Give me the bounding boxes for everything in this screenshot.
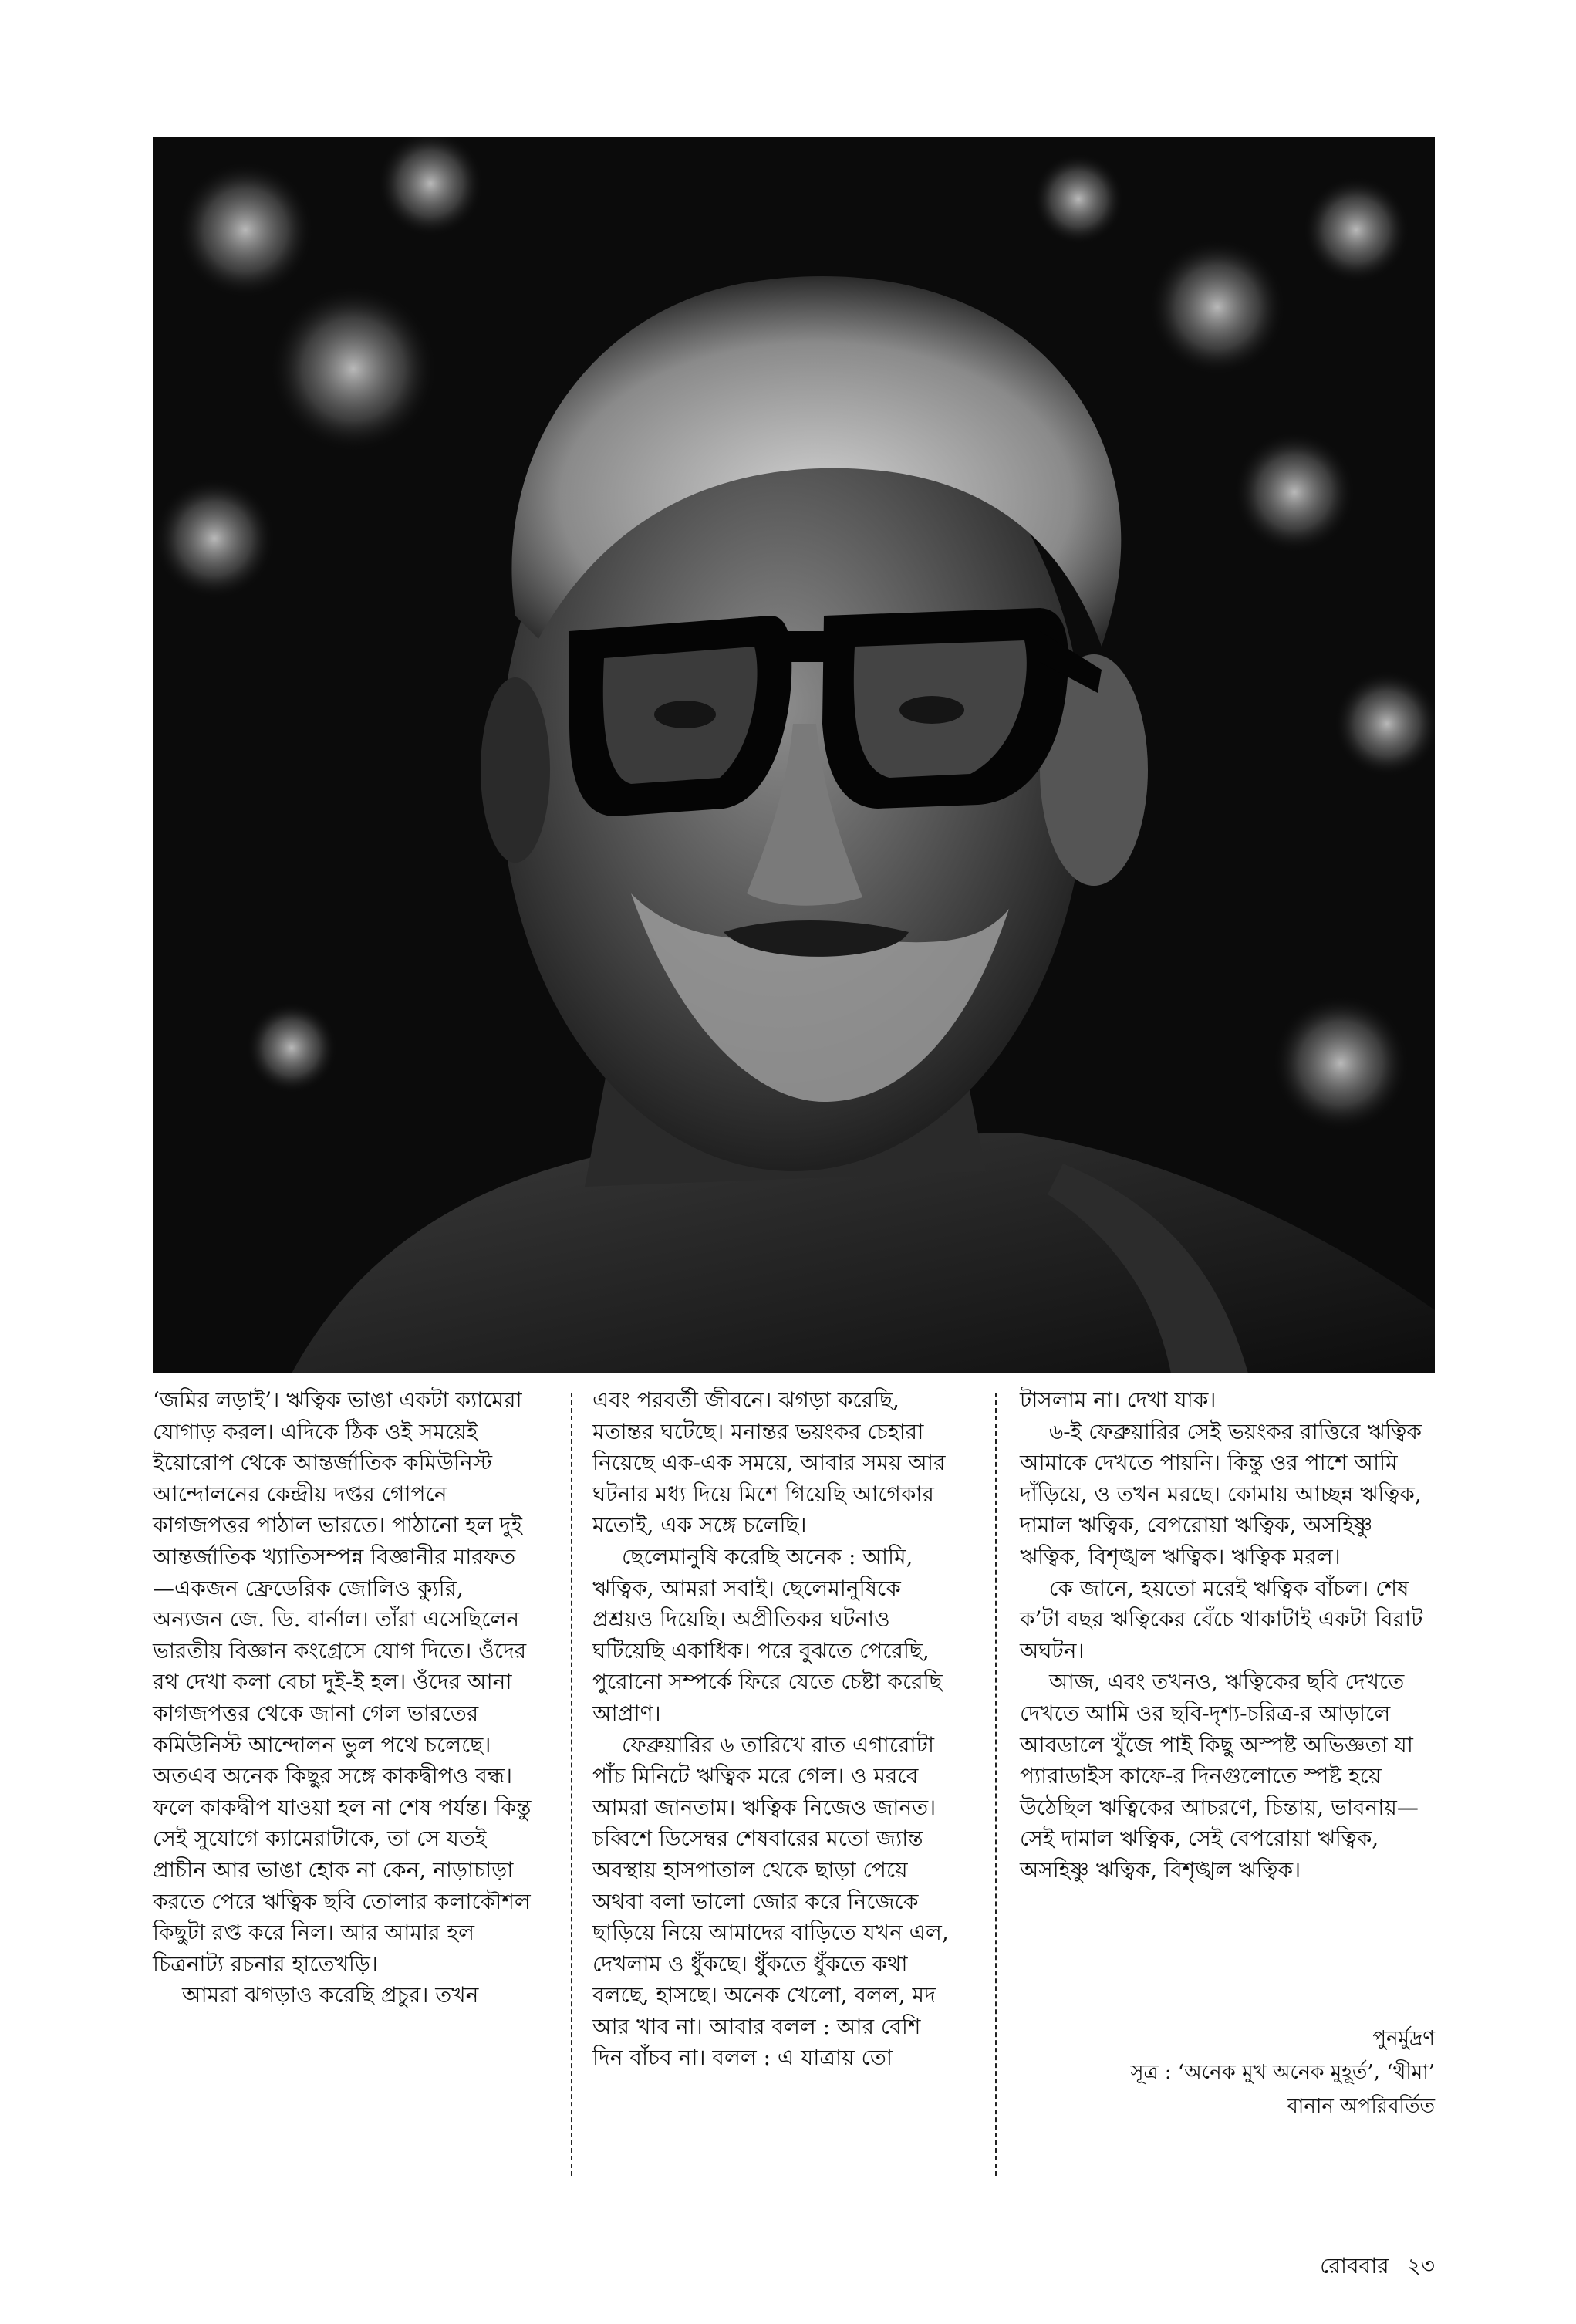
- article-column-2: [592, 1385, 955, 2074]
- paragraph: আমরা ঝগড়াও করেছি প্রচুর। তখন: [182, 1982, 479, 2008]
- reprint-label: পুনর্মুদ্রণ: [1372, 2027, 1435, 2050]
- column-divider: [995, 1393, 997, 2176]
- article-column-1: [153, 1385, 537, 2012]
- paragraph: এবং পরবর্তী জীবনে। ঝগড়া করেছি, মতান্তর ঘটেছে। মনান্তর ভয়ংকর চেহারা নিয়েছে এক-এক সময়ে, আবার সময় আর ঘটনার মধ্য দিয়ে মিশে গিয়েছি আগেকার মতোই, এক সঙ্গে চলেছি।: [592, 1387, 946, 1539]
- portrait-image: [153, 137, 1435, 1373]
- page-number: ২৩: [1406, 2253, 1435, 2278]
- paragraph: টাসলাম না। দেখা যাক।: [1020, 1387, 1217, 1413]
- paragraph: আজ, এবং তখনও, ঋত্বিকের ছবি দেখতে দেখতে আমি ওর ছবি-দৃশ্য-চরিত্র-র আড়ালে আবডালে খুঁজে পাই কিছু অস্পষ্ট অভিজ্ঞতা যা প্যারাডাইস কাফে-র দিনগুলোতে স্পষ্ট হয়ে উঠেছিল ঋত্বিকের আচরণে, চিন্তায়, ভাবনায়—সেই দামাল ঋত্বিক, সেই বেপরোয়া ঋত্বিক, অসহিষ্ণু ঋত্বিক, বিশৃঙ্খল ঋত্বিক।: [1020, 1669, 1419, 1883]
- column-divider: [571, 1393, 572, 2176]
- paragraph: ৬-ই ফেব্রুয়ারির সেই ভয়ংকর রাত্তিরে ঋত্বিক আমাকে দেখতে পায়নি। কিন্তু ওর পাশে আমি দাঁড়িয়ে, ও তখন মরছে। কোমায় আচ্ছন্ন ঋত্বিক, দামাল ঋত্বিক, বেপরোয়া ঋত্বিক, অসহিষ্ণু ঋত্বিক, বিশৃঙ্খল ঋত্বিক। ঋত্বিক মরল।: [1020, 1418, 1422, 1569]
- paragraph: ‘জমির লড়াই’। ঋত্বিক ভাঙা একটা ক্যামেরা যোগাড় করল। এদিকে ঠিক ওই সময়েই ইয়োরোপ থেকে আন্তর্জাতিক কমিউনিস্ট আন্দোলনের কেন্দ্রীয় দপ্তর গোপনে কাগজপত্তর পাঠাল ভারতে। পাঠানো হল দুই আন্তর্জাতিক খ্যাতিসম্পন্ন বিজ্ঞানীর মারফত—একজন ফ্রেডেরিক জোলিও ক্যুরি, অন্যজন জে. ডি. বার্নাল। তাঁরা এসেছিলেন ভারতীয় বিজ্ঞান কংগ্রেসে যোগ দিতে। ওঁদের রথ দেখা কলা বেচা দুই-ই হল। ওঁদের আনা কাগজপত্তর থেকে জানা গেল ভারতের কমিউনিস্ট আন্দোলন ভুল পথে চলেছে। অতএব অনেক কিছুর সঙ্গে কাকদ্বীপও বন্ধ। ফলে কাকদ্বীপ যাওয়া হল না শেষ পর্যন্ত। কিন্তু সেই সুযোগে ক্যামেরাটাকে, তা সে যতই প্রাচীন আর ভাঙা হোক না কেন, নাড়াচাড়া করতে পেরে ঋত্বিক ছবি তোলার কলাকৌশল কিছুটা রপ্ত করে নিল। আর আমার হল চিত্রনাট্য রচনার হাতেখড়ি।: [153, 1387, 532, 1977]
- source-line: সূত্র : ‘অনেক মুখ অনেক মুহূর্ত’, ‘থীমা’: [1130, 2061, 1435, 2084]
- page-footer: [1320, 2249, 1435, 2285]
- spelling-note: বানান অপরিবর্তিত: [1287, 2095, 1435, 2118]
- paragraph: কে জানে, হয়তো মরেই ঋত্বিক বাঁচল। শেষ ক’টা বছর ঋত্বিকের বেঁচে থাকাটাই একটা বিরাট অঘটন।: [1020, 1575, 1423, 1664]
- source-credits: [1130, 2022, 1435, 2123]
- paragraph: ছেলেমানুষি করেছি অনেক : আমি, ঋত্বিক, আমরা সবাই। ছেলেমানুষিকে প্রশ্রয়ও দিয়েছি। অপ্রীতিকর ঘটনাও ঘটিয়েছি একাধিক। পরে বুঝতে পেরেছি, পুরোনো সম্পর্কে ফিরে যেতে চেষ্টা করেছি আপ্রাণ।: [592, 1543, 943, 1726]
- magazine-name: রোববার: [1320, 2253, 1389, 2278]
- paragraph: ফেব্রুয়ারির ৬ তারিখে রাত এগারোটা পাঁচ মিনিটে ঋত্বিক মরে গেল। ও মরবে আমরা জানতাম। ঋত্বিক নিজেও জানত। চব্বিশে ডিসেম্বর শেষবারের মতো জ্যান্ত অবস্থায় হাসপাতাল থেকে ছাড়া পেয়ে অথবা বলা ভালো জোর করে নিজেকে ছাড়িয়ে নিয়ে আমাদের বাড়িতে যখন এল, দেখলাম ও ধুঁকছে। ধুঁকতে ধুঁকতে কথা বলছে, হাসছে। অনেক খেলো, বলল, মদ আর খাব না। আবার বলল : আর বেশি দিন বাঁচব না। বলল : এ যাত্রায় তো: [592, 1731, 949, 2071]
- portrait-photo: [153, 137, 1435, 1373]
- article-column-3: [1020, 1385, 1435, 1887]
